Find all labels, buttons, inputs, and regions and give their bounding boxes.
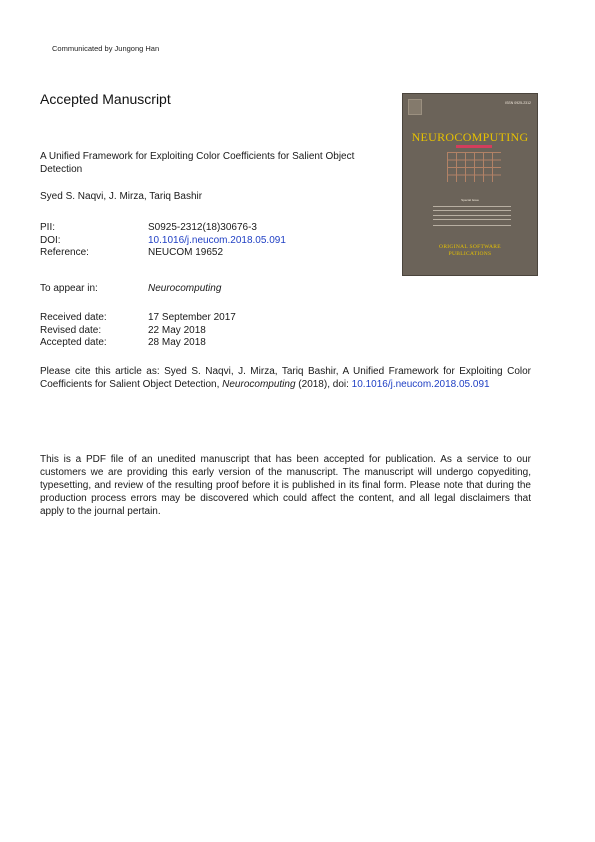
journal-cover-image [402, 93, 538, 276]
cover-text-line [433, 215, 511, 216]
communicated-by: Communicated by Jungong Han [52, 44, 160, 53]
received-date: 17 September 2017 [148, 312, 236, 323]
citation-journal: Neurocomputing [222, 379, 296, 390]
appear-label: To appear in: [40, 283, 98, 294]
doi-label: DOI: [40, 234, 61, 246]
cover-subtitle [403, 244, 537, 258]
pii-label: PII: [40, 222, 56, 233]
citation-year: (2018), doi: [298, 379, 349, 390]
manuscript-notice: This is a PDF file of an unedited manuscript that has been accepted for publication. As a service to our customers we are providing this early version of the manuscript. The manuscript will undergo copyediting, typesetting, and review of the resulting proof before it is published in its final form. Please note that during the production process errors may be discovered which could affect the content, and all legal disclaimers that apply to the journal pertain. [40, 454, 531, 517]
accepted-date: 28 May 2018 [148, 337, 206, 348]
article-authors: Syed S. Naqvi, J. Mirza, Tariq Bashir [40, 191, 203, 202]
pii-value: S0925-2312(18)30676-3 [148, 222, 257, 233]
article-title: A Unified Framework for Exploiting Color Coefficients for Salient Object Detection [40, 151, 355, 175]
doi-link[interactable]: 10.1016/j.neucom.2018.05.091 [148, 234, 286, 246]
page-heading: Accepted Manuscript [40, 91, 171, 107]
received-label: Received date: [40, 312, 107, 323]
citation-prefix: Please cite this article as: Syed S. Naqvi, J. Mirza, Tariq Bashir, A Unified Framework for Exploiting Color Coefficients for Salient Object Detection, [40, 366, 531, 390]
cover-text-line [433, 210, 511, 211]
reference-label: Reference: [40, 247, 89, 258]
cover-issn: ISSN 0925-2312 [505, 101, 531, 105]
cover-journal-name: NEUROCOMPUTING [411, 130, 529, 144]
cover-text-line [433, 219, 511, 220]
revised-label: Revised date: [40, 324, 102, 336]
reference-value: NEUCOM 19652 [148, 247, 224, 258]
accepted-label: Accepted date: [40, 337, 107, 348]
publisher-logo-icon [408, 99, 422, 115]
cover-subtitle-line-1: ORIGINAL SOFTWARE [439, 244, 501, 250]
cover-grid-graphic [447, 152, 501, 182]
cover-accent-bar [456, 145, 492, 148]
citation-paragraph [40, 365, 531, 391]
revised-date: 22 May 2018 [148, 324, 206, 336]
cover-special-issue: Special Issue [461, 198, 479, 202]
cover-subtitle-line-2: PUBLICATIONS [448, 251, 492, 257]
cover-text-line [433, 225, 511, 226]
cover-text-line [433, 206, 511, 207]
appear-journal: Neurocomputing [148, 283, 222, 294]
citation-doi-link[interactable]: 10.1016/j.neucom.2018.05.091 [351, 379, 490, 390]
